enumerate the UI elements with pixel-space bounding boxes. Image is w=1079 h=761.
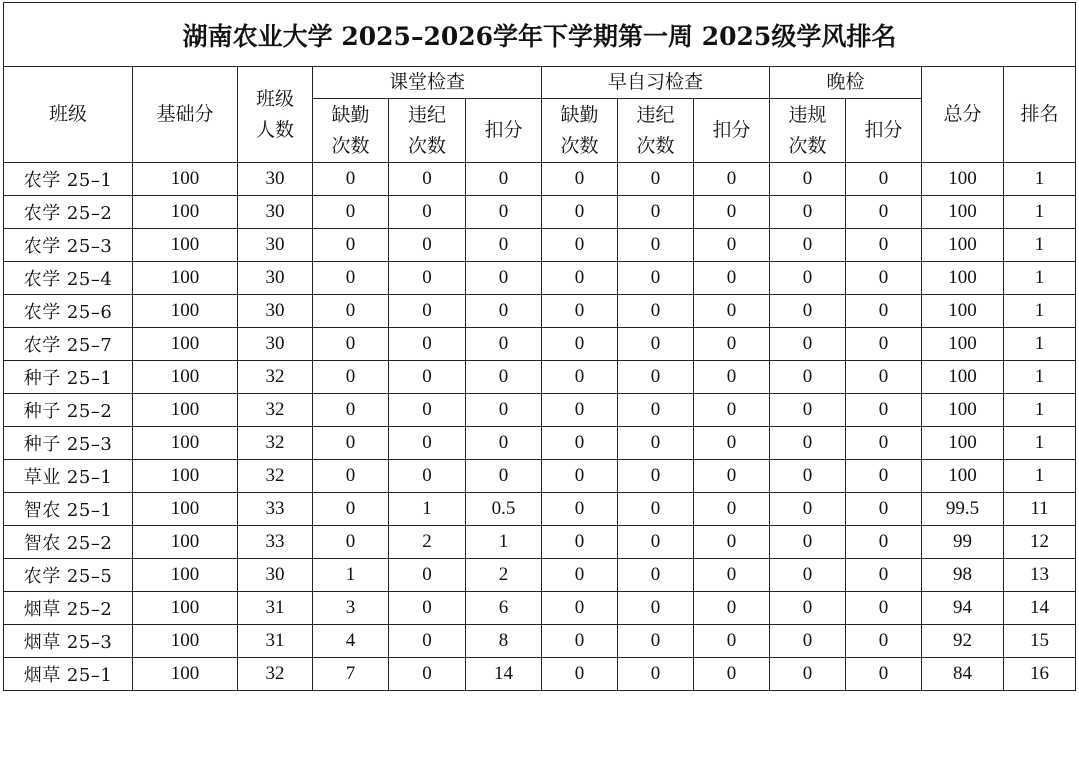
cell-classroom-discipline: 0 (389, 658, 466, 691)
cell-morning-deduction: 0 (694, 295, 770, 328)
table-row (4, 394, 1076, 427)
cell-base-score: 100 (133, 229, 238, 262)
cell-evening-deduction: 0 (846, 592, 922, 625)
table-row (4, 328, 1076, 361)
cell-classroom-deduction: 2 (466, 559, 542, 592)
cell-morning-discipline: 0 (618, 361, 694, 394)
cell-morning-deduction: 0 (694, 559, 770, 592)
cell-morning-deduction: 0 (694, 361, 770, 394)
cell-base-score: 100 (133, 196, 238, 229)
cell-classroom-deduction: 14 (466, 658, 542, 691)
cell-classroom-deduction: 6 (466, 592, 542, 625)
cell-classroom-absence: 4 (313, 625, 389, 658)
cell-classroom-discipline: 0 (389, 361, 466, 394)
cell-morning-discipline: 0 (618, 460, 694, 493)
cell-total: 92 (922, 625, 1004, 658)
cell-classroom-deduction: 0 (466, 394, 542, 427)
cell-class-size: 32 (238, 361, 313, 394)
cell-class: 种子 25–3 (4, 427, 133, 460)
cell-classroom-discipline: 0 (389, 427, 466, 460)
cell-classroom-absence: 0 (313, 427, 389, 460)
cell-morning-discipline: 0 (618, 295, 694, 328)
cell-evening-deduction: 0 (846, 559, 922, 592)
cell-base-score: 100 (133, 361, 238, 394)
cell-rank: 12 (1004, 526, 1076, 559)
cell-morning-deduction: 0 (694, 262, 770, 295)
cell-classroom-deduction: 0 (466, 460, 542, 493)
cell-class-size: 30 (238, 295, 313, 328)
cell-class: 智农 25–2 (4, 526, 133, 559)
cell-morning-deduction: 0 (694, 427, 770, 460)
cell-rank: 16 (1004, 658, 1076, 691)
cell-classroom-deduction: 0 (466, 361, 542, 394)
table-row (4, 427, 1076, 460)
cell-class: 农学 25–2 (4, 196, 133, 229)
cell-evening-deduction: 0 (846, 460, 922, 493)
cell-rank: 13 (1004, 559, 1076, 592)
cell-classroom-absence: 0 (313, 361, 389, 394)
cell-evening-deduction: 0 (846, 163, 922, 196)
header-evening-violation: 违规 次数 (770, 99, 846, 163)
cell-evening-deduction: 0 (846, 229, 922, 262)
cell-morning-discipline: 0 (618, 229, 694, 262)
cell-morning-discipline: 0 (618, 592, 694, 625)
cell-morning-absence: 0 (542, 262, 618, 295)
cell-class-size: 32 (238, 394, 313, 427)
cell-classroom-absence: 0 (313, 196, 389, 229)
cell-total: 100 (922, 262, 1004, 295)
header-evening-check: 晚检 (770, 67, 922, 99)
cell-evening-violation: 0 (770, 592, 846, 625)
header-morning-absence: 缺勤 次数 (542, 99, 618, 163)
cell-total: 98 (922, 559, 1004, 592)
header-classroom-check: 课堂检查 (313, 67, 542, 99)
cell-class-size: 30 (238, 196, 313, 229)
cell-morning-discipline: 0 (618, 163, 694, 196)
cell-morning-absence: 0 (542, 493, 618, 526)
cell-class: 农学 25–6 (4, 295, 133, 328)
cell-morning-discipline: 0 (618, 328, 694, 361)
cell-classroom-discipline: 0 (389, 295, 466, 328)
cell-rank: 1 (1004, 427, 1076, 460)
table-row (4, 361, 1076, 394)
cell-class: 烟草 25–2 (4, 592, 133, 625)
header-classroom-deduction: 扣分 (466, 99, 542, 163)
cell-evening-deduction: 0 (846, 427, 922, 460)
cell-morning-absence: 0 (542, 229, 618, 262)
header-rank: 排名 (1004, 67, 1076, 163)
cell-morning-deduction: 0 (694, 196, 770, 229)
cell-classroom-deduction: 0 (466, 295, 542, 328)
cell-evening-deduction: 0 (846, 262, 922, 295)
cell-rank: 1 (1004, 163, 1076, 196)
cell-morning-absence: 0 (542, 592, 618, 625)
header-class: 班级 (4, 67, 133, 163)
cell-evening-violation: 0 (770, 229, 846, 262)
cell-morning-discipline: 0 (618, 262, 694, 295)
cell-evening-violation: 0 (770, 526, 846, 559)
cell-base-score: 100 (133, 427, 238, 460)
cell-classroom-discipline: 2 (389, 526, 466, 559)
cell-class-size: 33 (238, 526, 313, 559)
cell-morning-discipline: 0 (618, 427, 694, 460)
cell-class-size: 31 (238, 592, 313, 625)
cell-class: 草业 25–1 (4, 460, 133, 493)
cell-rank: 1 (1004, 394, 1076, 427)
cell-classroom-absence: 0 (313, 493, 389, 526)
cell-morning-discipline: 0 (618, 394, 694, 427)
cell-class: 种子 25–1 (4, 361, 133, 394)
cell-class-size: 33 (238, 493, 313, 526)
cell-classroom-absence: 0 (313, 526, 389, 559)
cell-evening-violation: 0 (770, 427, 846, 460)
header-morning-deduction: 扣分 (694, 99, 770, 163)
cell-total: 100 (922, 460, 1004, 493)
cell-class-size: 30 (238, 559, 313, 592)
table-row (4, 229, 1076, 262)
cell-morning-deduction: 0 (694, 163, 770, 196)
cell-classroom-absence: 0 (313, 262, 389, 295)
cell-class: 农学 25–3 (4, 229, 133, 262)
cell-morning-absence: 0 (542, 163, 618, 196)
cell-morning-discipline: 0 (618, 526, 694, 559)
cell-class-size: 30 (238, 163, 313, 196)
cell-classroom-deduction: 0 (466, 262, 542, 295)
cell-base-score: 100 (133, 163, 238, 196)
cell-total: 94 (922, 592, 1004, 625)
cell-evening-violation: 0 (770, 295, 846, 328)
cell-classroom-deduction: 0 (466, 328, 542, 361)
cell-classroom-deduction: 1 (466, 526, 542, 559)
cell-classroom-deduction: 0 (466, 427, 542, 460)
cell-evening-deduction: 0 (846, 295, 922, 328)
cell-base-score: 100 (133, 658, 238, 691)
cell-morning-absence: 0 (542, 196, 618, 229)
cell-evening-deduction: 0 (846, 493, 922, 526)
cell-base-score: 100 (133, 559, 238, 592)
cell-evening-violation: 0 (770, 361, 846, 394)
cell-classroom-absence: 0 (313, 328, 389, 361)
cell-morning-absence: 0 (542, 460, 618, 493)
table-row (4, 625, 1076, 658)
cell-classroom-absence: 3 (313, 592, 389, 625)
cell-evening-violation: 0 (770, 394, 846, 427)
table-row (4, 592, 1076, 625)
cell-morning-deduction: 0 (694, 394, 770, 427)
cell-total: 100 (922, 328, 1004, 361)
table-row (4, 196, 1076, 229)
table-row (4, 460, 1076, 493)
cell-rank: 1 (1004, 196, 1076, 229)
header-classroom-discipline: 违纪 次数 (389, 99, 466, 163)
cell-total: 100 (922, 427, 1004, 460)
cell-total: 100 (922, 361, 1004, 394)
cell-morning-deduction: 0 (694, 526, 770, 559)
cell-class: 农学 25–5 (4, 559, 133, 592)
cell-total: 99.5 (922, 493, 1004, 526)
cell-morning-discipline: 0 (618, 493, 694, 526)
cell-morning-absence: 0 (542, 361, 618, 394)
cell-base-score: 100 (133, 460, 238, 493)
cell-evening-violation: 0 (770, 163, 846, 196)
cell-rank: 15 (1004, 625, 1076, 658)
cell-class-size: 30 (238, 229, 313, 262)
cell-classroom-absence: 0 (313, 295, 389, 328)
table-row (4, 559, 1076, 592)
cell-morning-deduction: 0 (694, 493, 770, 526)
cell-morning-discipline: 0 (618, 658, 694, 691)
cell-class: 智农 25–1 (4, 493, 133, 526)
cell-base-score: 100 (133, 592, 238, 625)
cell-total: 99 (922, 526, 1004, 559)
cell-rank: 14 (1004, 592, 1076, 625)
cell-base-score: 100 (133, 625, 238, 658)
cell-classroom-deduction: 0.5 (466, 493, 542, 526)
cell-evening-deduction: 0 (846, 526, 922, 559)
cell-evening-deduction: 0 (846, 196, 922, 229)
cell-classroom-deduction: 0 (466, 163, 542, 196)
cell-class: 烟草 25–3 (4, 625, 133, 658)
cell-base-score: 100 (133, 526, 238, 559)
cell-classroom-absence: 0 (313, 460, 389, 493)
table-title: 湖南农业大学 2025–2026学年下学期第一周 2025级学风排名 (4, 3, 1076, 67)
cell-base-score: 100 (133, 328, 238, 361)
cell-evening-deduction: 0 (846, 361, 922, 394)
cell-total: 100 (922, 163, 1004, 196)
cell-class-size: 30 (238, 262, 313, 295)
cell-evening-deduction: 0 (846, 625, 922, 658)
cell-morning-deduction: 0 (694, 625, 770, 658)
cell-total: 84 (922, 658, 1004, 691)
header-base-score: 基础分 (133, 67, 238, 163)
cell-class-size: 31 (238, 625, 313, 658)
cell-total: 100 (922, 229, 1004, 262)
cell-classroom-discipline: 0 (389, 163, 466, 196)
cell-evening-violation: 0 (770, 493, 846, 526)
cell-evening-violation: 0 (770, 625, 846, 658)
cell-base-score: 100 (133, 295, 238, 328)
ranking-table (3, 2, 1076, 691)
cell-rank: 1 (1004, 328, 1076, 361)
cell-morning-absence: 0 (542, 295, 618, 328)
cell-rank: 1 (1004, 295, 1076, 328)
cell-classroom-absence: 7 (313, 658, 389, 691)
cell-classroom-discipline: 0 (389, 262, 466, 295)
cell-morning-absence: 0 (542, 427, 618, 460)
cell-class-size: 32 (238, 427, 313, 460)
cell-classroom-absence: 0 (313, 229, 389, 262)
header-classroom-absence: 缺勤 次数 (313, 99, 389, 163)
header-class-size: 班级 人数 (238, 67, 313, 163)
table-row (4, 295, 1076, 328)
cell-evening-violation: 0 (770, 460, 846, 493)
cell-base-score: 100 (133, 262, 238, 295)
cell-classroom-discipline: 0 (389, 229, 466, 262)
cell-classroom-discipline: 0 (389, 328, 466, 361)
cell-evening-violation: 0 (770, 262, 846, 295)
table-row (4, 493, 1076, 526)
cell-classroom-discipline: 0 (389, 625, 466, 658)
cell-class: 农学 25–7 (4, 328, 133, 361)
cell-morning-absence: 0 (542, 394, 618, 427)
cell-morning-absence: 0 (542, 328, 618, 361)
cell-rank: 1 (1004, 460, 1076, 493)
cell-rank: 11 (1004, 493, 1076, 526)
header-morning-discipline: 违纪 次数 (618, 99, 694, 163)
cell-morning-absence: 0 (542, 658, 618, 691)
table-row (4, 658, 1076, 691)
cell-evening-violation: 0 (770, 196, 846, 229)
cell-morning-absence: 0 (542, 625, 618, 658)
cell-rank: 1 (1004, 229, 1076, 262)
cell-class: 农学 25–1 (4, 163, 133, 196)
cell-classroom-discipline: 0 (389, 592, 466, 625)
cell-morning-discipline: 0 (618, 196, 694, 229)
cell-morning-deduction: 0 (694, 658, 770, 691)
cell-classroom-discipline: 0 (389, 394, 466, 427)
cell-class-size: 32 (238, 658, 313, 691)
cell-evening-violation: 0 (770, 559, 846, 592)
cell-classroom-absence: 0 (313, 163, 389, 196)
cell-classroom-deduction: 8 (466, 625, 542, 658)
cell-class-size: 32 (238, 460, 313, 493)
cell-class: 烟草 25–1 (4, 658, 133, 691)
cell-total: 100 (922, 394, 1004, 427)
table-row (4, 163, 1076, 196)
cell-morning-deduction: 0 (694, 592, 770, 625)
cell-evening-deduction: 0 (846, 394, 922, 427)
cell-classroom-absence: 0 (313, 394, 389, 427)
cell-classroom-absence: 1 (313, 559, 389, 592)
cell-classroom-discipline: 0 (389, 460, 466, 493)
cell-morning-absence: 0 (542, 526, 618, 559)
cell-morning-discipline: 0 (618, 559, 694, 592)
table-row (4, 526, 1076, 559)
header-total: 总分 (922, 67, 1004, 163)
cell-classroom-deduction: 0 (466, 229, 542, 262)
cell-evening-deduction: 0 (846, 658, 922, 691)
cell-classroom-discipline: 1 (389, 493, 466, 526)
cell-class: 农学 25–4 (4, 262, 133, 295)
cell-morning-deduction: 0 (694, 328, 770, 361)
cell-morning-deduction: 0 (694, 460, 770, 493)
cell-classroom-deduction: 0 (466, 196, 542, 229)
header-evening-deduction: 扣分 (846, 99, 922, 163)
cell-evening-violation: 0 (770, 328, 846, 361)
cell-morning-discipline: 0 (618, 625, 694, 658)
cell-total: 100 (922, 196, 1004, 229)
cell-morning-absence: 0 (542, 559, 618, 592)
cell-class: 种子 25–2 (4, 394, 133, 427)
cell-evening-violation: 0 (770, 658, 846, 691)
table-row (4, 262, 1076, 295)
cell-base-score: 100 (133, 493, 238, 526)
cell-classroom-discipline: 0 (389, 559, 466, 592)
cell-base-score: 100 (133, 394, 238, 427)
cell-rank: 1 (1004, 262, 1076, 295)
cell-total: 100 (922, 295, 1004, 328)
cell-class-size: 30 (238, 328, 313, 361)
cell-rank: 1 (1004, 361, 1076, 394)
cell-classroom-discipline: 0 (389, 196, 466, 229)
cell-evening-deduction: 0 (846, 328, 922, 361)
header-morning-check: 早自习检查 (542, 67, 770, 99)
cell-morning-deduction: 0 (694, 229, 770, 262)
